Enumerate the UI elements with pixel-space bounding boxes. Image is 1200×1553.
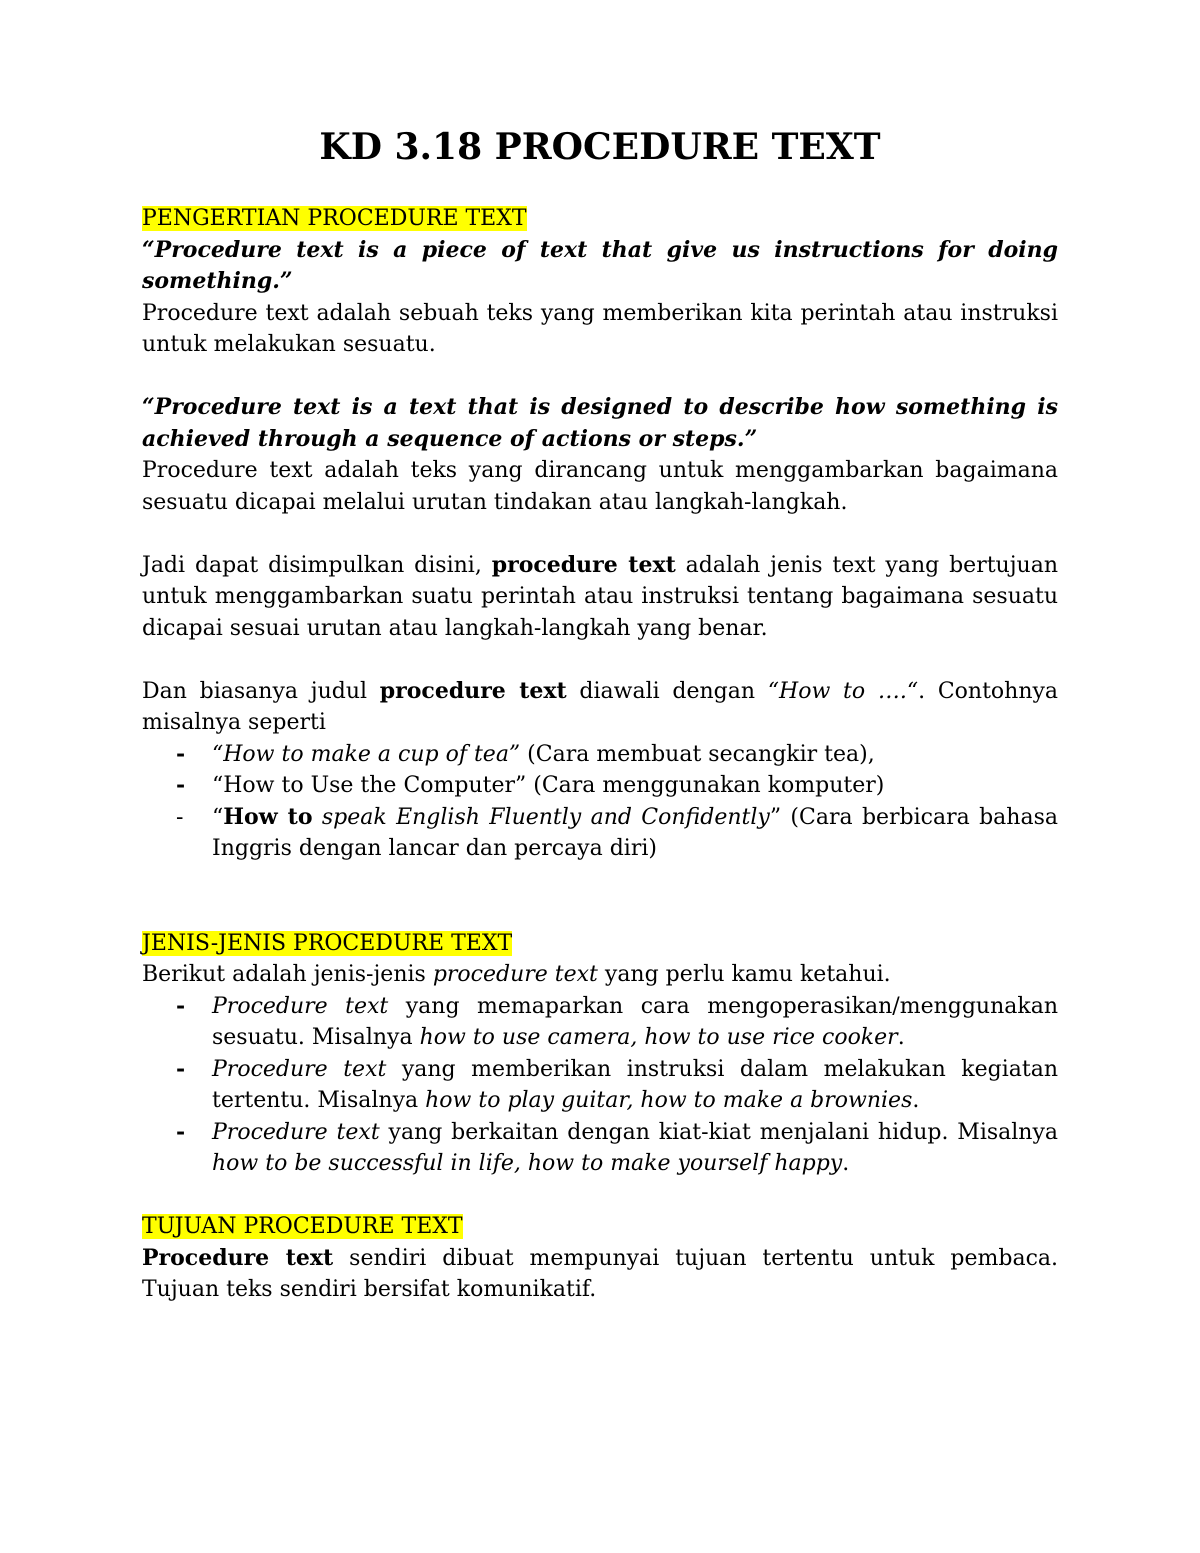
text-span: .: [912, 1088, 920, 1113]
text-span: Jadi dapat disimpulkan disini,: [142, 552, 482, 578]
text-span: yang memberikan instruksi dalam melakukan kegiatan tertentu. Misalnya: [212, 1056, 1058, 1113]
text-span: yang perlu kamu ketahui.: [604, 962, 891, 987]
types-intro: [142, 959, 1058, 991]
text-span: diawali dengan: [579, 678, 756, 704]
italic-term: Procedure text: [212, 1056, 387, 1082]
text-span: yang berkaitan dengan kiat-kiat menjalani hidup. Misalnya: [379, 1119, 1059, 1145]
text-span: .: [842, 1151, 850, 1176]
dash-bullet: -: [176, 992, 186, 1019]
definition-quote-2: [142, 392, 1058, 455]
dash-bullet: -: [176, 1055, 186, 1082]
definition-translation-2: Procedure text adalah teks yang dirancang untuk menggambarkan bagaimana sesuatu dicapai melalui urutan tindakan atau langkah-langkah.: [142, 458, 1058, 515]
bold-term: procedure text: [491, 551, 676, 578]
text-span: “: [212, 804, 224, 830]
highlighted-heading: TUJUAN PROCEDURE TEXT: [142, 1214, 463, 1239]
text-span: .: [897, 1025, 905, 1050]
list-item: [176, 739, 1058, 771]
dash-bullet: -: [176, 804, 184, 830]
text-span: sendiri dibuat mempunyai tujuan tertentu untuk pembaca. Tujuan teks sendiri bersifat komunikatif.: [142, 1245, 1058, 1302]
purpose-paragraph: [142, 1243, 1058, 1306]
types-list: [142, 991, 1058, 1180]
italic-term: how to be successful in life, how to make yourself happy: [212, 1151, 843, 1176]
document-body: [142, 203, 1058, 1306]
text-span: (Cara membuat secangkir tea),: [520, 741, 875, 767]
list-item: [176, 991, 1058, 1054]
italic-term: “How to make a cup of tea”: [212, 741, 521, 767]
italic-term: “How to ….“: [767, 678, 919, 704]
text-span: “How to Use the Computer” (Cara menggunakan komputer): [212, 773, 885, 798]
italic-term: how to play guitar, how to make a brownies: [425, 1088, 913, 1113]
list-item: [176, 1054, 1058, 1117]
section-heading-jenis: [142, 928, 1058, 960]
conclusion-paragraph: [142, 550, 1058, 645]
italic-term: how to use camera, how to use rice cooker: [419, 1025, 898, 1050]
section-heading-pengertian: [142, 203, 1058, 235]
dash-bullet: -: [176, 740, 186, 767]
quote-text: “Procedure text is a piece of text that give us instructions for doing something.”: [142, 236, 1058, 294]
list-item: [176, 770, 1058, 802]
section-heading-tujuan: [142, 1211, 1058, 1243]
examples-list: [142, 739, 1058, 865]
text-span: Berikut adalah jenis-jenis: [142, 962, 426, 987]
italic-term: procedure text: [432, 962, 598, 987]
italic-term: speak English Fluently and Confidently: [312, 804, 770, 830]
bold-term: Procedure text: [142, 1244, 334, 1271]
text-span: Dan biasanya judul: [142, 678, 368, 704]
text-span: adalah jenis text yang bertujuan untuk menggambarkan suatu perintah atau instruksi tentang bagaimana sesuatu dicapai sesuai urutan atau langkah-langkah yang benar.: [142, 552, 1059, 641]
highlighted-heading: PENGERTIAN PROCEDURE TEXT: [142, 206, 527, 231]
definition-translation-1: Procedure text adalah sebuah teks yang memberikan kita perintah atau instruksi untuk melakukan sesuatu.: [142, 300, 1058, 357]
dash-bullet: -: [176, 772, 186, 798]
quote-text: “Procedure text is a text that is designed to describe how something is achieved through a sequence of actions or steps.”: [142, 394, 1058, 452]
title-format-paragraph: [142, 676, 1058, 739]
definition-quote-1: [142, 235, 1058, 298]
page-title: KD 3.18 PROCEDURE TEXT: [319, 126, 881, 168]
list-item: [176, 1117, 1059, 1180]
text-span: . Contohnya misalnya seperti: [142, 678, 1059, 735]
list-item: [176, 802, 1058, 865]
dash-bullet: -: [176, 1118, 186, 1145]
text-span: yang memaparkan cara mengoperasikan/menggunakan sesuatu. Misalnya: [212, 993, 1058, 1050]
italic-term: Procedure text: [212, 1119, 380, 1145]
italic-term: Procedure text: [212, 993, 389, 1019]
bold-term: How to: [223, 803, 313, 830]
highlighted-heading: JENIS-JENIS PROCEDURE TEXT: [142, 930, 513, 956]
text-span: (Cara berbicara bahasa Inggris dengan lancar dan percaya diri): [212, 804, 1058, 861]
bold-term: procedure text: [379, 677, 567, 704]
text-span: ”: [769, 804, 782, 830]
